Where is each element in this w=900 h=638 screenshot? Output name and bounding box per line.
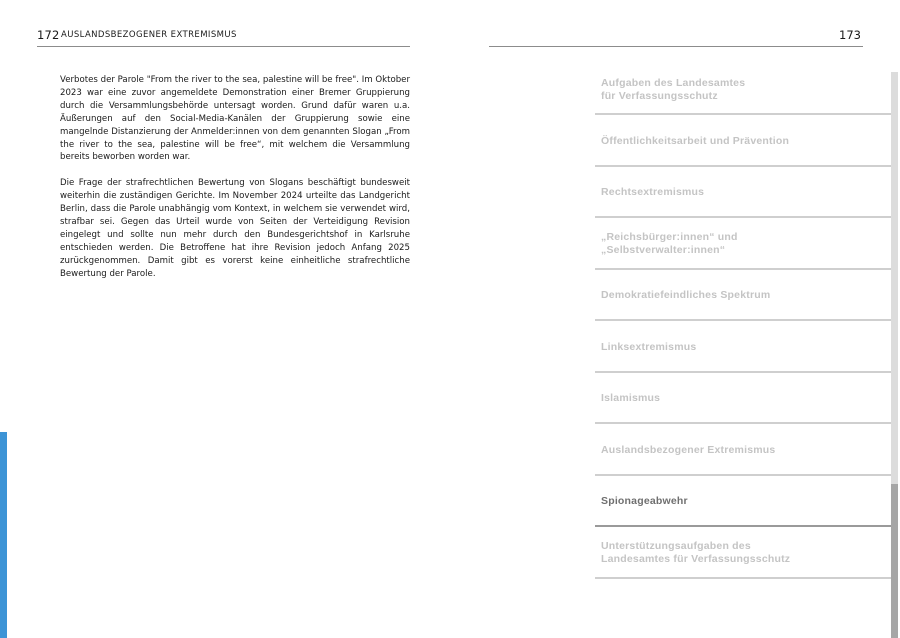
page-number-right: 173 <box>839 28 861 42</box>
nav-item-unterstuetzung[interactable]: Unterstützungsaufgaben des Landesamtes für Verfassungsschutz <box>595 530 892 579</box>
chapter-nav <box>595 66 892 581</box>
page-number-left: 172 <box>37 28 60 42</box>
chapter-accent-bar <box>0 432 7 638</box>
nav-item-rechtsextremismus[interactable]: Rechtsextremismus <box>595 169 892 218</box>
section-title: AUSLANDSBEZOGENER EXTREMISMUS <box>61 30 237 40</box>
paragraph: Verbotes der Parole "From the river to the sea, palestine will be free". Im Oktober 2023 war eine zuvor angemeldete Demonstration einer Bremer Gruppierung durch die Versammlungsbehörde untersagt worden. Grund dafür waren u.a. Äußerungen auf den Social-Media-Kanälen der Gruppierung sowie eine mangelnde Distanzierung der Anmelder:innen von dem genannten Slogan „From the river to the sea, palestine will be free“, mit welchem die Versammlung bereits beworben worden war. <box>60 75 410 163</box>
nav-item-linksextremismus[interactable]: Linksextremismus <box>595 324 892 373</box>
nav-item-islamismus[interactable]: Islamismus <box>595 375 892 424</box>
nav-item-demokratiefeindlich[interactable]: Demokratiefeindliches Spektrum <box>595 272 892 321</box>
right-page-header <box>489 28 863 47</box>
nav-item-spionageabwehr[interactable]: Spionageabwehr <box>595 478 892 527</box>
nav-item-aufgaben[interactable]: Aufgaben des Landesamtes für Verfassungsschutz <box>595 66 892 115</box>
paragraph: Die Frage der strafrechtlichen Bewertung von Slogans beschäftigt bundesweit weiterhin die zuständigen Gerichte. Im November 2024 urteilte das Landgericht Berlin, dass die Parole unabhängig vom Kontext, in welchem sie verwendet wird, strafbar sei. Gegen das Urteil wurde von Seiten der Verteidigung Revision eingelegt und sollte nun mehr durch den Bundesgerichtshof in Karlsruhe entschieden werden. Die Betroffene hat ihre Revision jedoch Anfang 2025 zurückgenommen. Damit gibt es vorerst keine einheitliche strafrechtliche Bewertung der Parole. <box>60 178 410 279</box>
nav-item-auslandsbezogen[interactable]: Auslandsbezogener Extremismus <box>595 427 892 476</box>
nav-item-reichsbuerger[interactable]: „Reichsbürger:innen“ und „Selbstverwalter:innen“ <box>595 221 892 270</box>
nav-item-oeffentlichkeitsarbeit[interactable]: Öffentlichkeitsarbeit und Prävention <box>595 118 892 167</box>
scrollbar-thumb[interactable] <box>891 484 898 638</box>
body-text <box>60 74 410 294</box>
left-page-header <box>37 28 410 47</box>
